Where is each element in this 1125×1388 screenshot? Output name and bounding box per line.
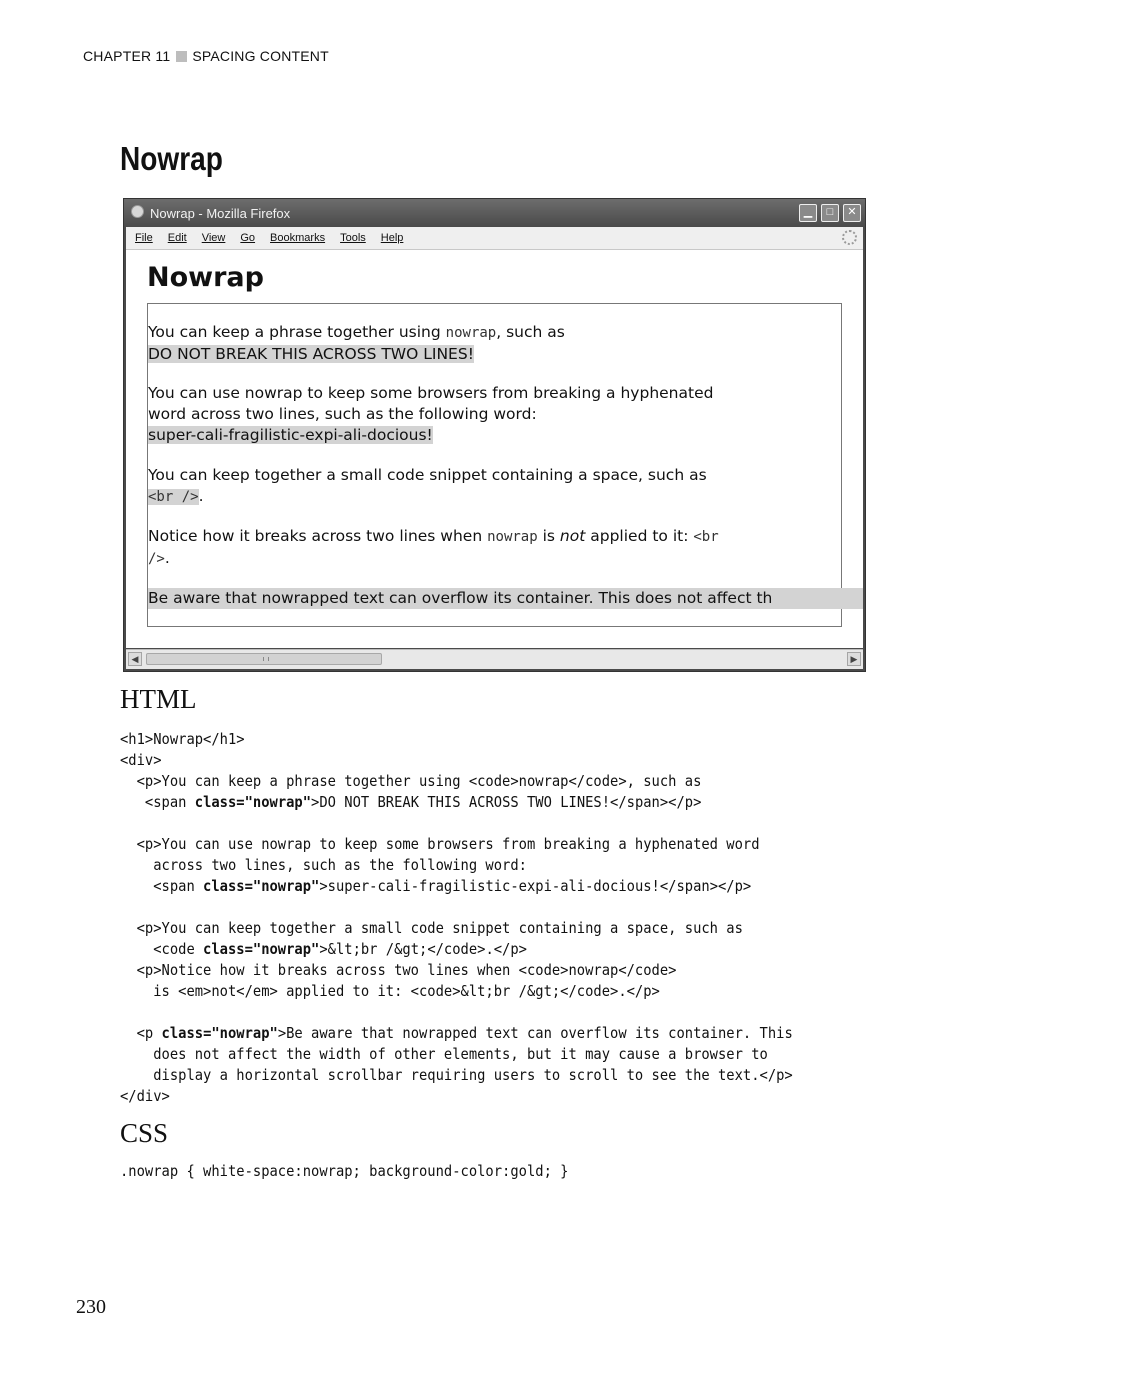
code-line: </div>: [120, 1087, 170, 1105]
menu-bar: [126, 227, 863, 250]
emphasis: not: [559, 527, 586, 545]
code-line: <p>You can keep a phrase together using <code>nowrap</code>, such as: [120, 772, 702, 790]
window-title: Nowrap - Mozilla Firefox: [150, 206, 291, 221]
menu-file[interactable]: File: [135, 232, 153, 244]
text: is: [537, 527, 560, 545]
maximize-button[interactable]: □: [821, 204, 839, 222]
code-text: <code: [120, 940, 204, 958]
code-line: is <em>not</em> applied to it: <code>&lt;br /&gt;</code>.</p>: [120, 982, 660, 1000]
paragraph-4: [148, 526, 719, 570]
throbber-icon: [842, 230, 857, 245]
code-line: [120, 877, 751, 895]
code-text: >&lt;br /&gt;</code>.</p>: [319, 940, 527, 958]
window-titlebar: [124, 199, 865, 227]
text: You can keep together a small code snippet containing a space, such as: [148, 466, 707, 484]
code-line: [120, 1024, 793, 1042]
page-viewport: [126, 250, 863, 648]
menu-edit[interactable]: Edit: [167, 232, 187, 244]
paragraph-1: [148, 322, 565, 365]
html-heading: HTML: [120, 684, 197, 714]
content-box: [147, 303, 842, 627]
running-header: [83, 48, 329, 64]
menu-help[interactable]: Help: [380, 232, 404, 244]
text: .: [164, 549, 170, 567]
code-line: <p>You can keep together a small code snippet containing a space, such as: [120, 919, 743, 937]
code-line: display a horizontal scrollbar requiring users to scroll to see the text.</p>: [120, 1066, 793, 1084]
code-text: <p: [120, 1024, 162, 1042]
html-code-listing: [120, 729, 793, 1107]
firefox-icon: [131, 205, 144, 218]
text: , such as: [496, 323, 565, 341]
text: You can use nowrap to keep some browsers from breaking a hyphenated: [148, 384, 714, 402]
nowrap-span: DO NOT BREAK THIS ACROSS TWO LINES!: [148, 345, 474, 363]
css-code-listing: .nowrap { white-space:nowrap; background-color:gold; }: [120, 1162, 569, 1180]
code-line: [120, 793, 701, 811]
code-text: <span: [120, 877, 204, 895]
nowrap-span: super-cali-fragilistic-expi-ali-docious!: [148, 426, 433, 444]
scroll-left-arrow-icon[interactable]: ◀: [128, 652, 142, 666]
code-line: <h1>Nowrap</h1>: [120, 730, 245, 748]
separator-square-icon: [176, 51, 187, 62]
code-line: across two lines, such as the following word:: [120, 856, 527, 874]
code-line: [120, 940, 527, 958]
code-line: <p>You can use nowrap to keep some browsers from breaking a hyphenated word: [120, 835, 760, 853]
menu-tools[interactable]: Tools: [340, 232, 366, 244]
inline-code: <br: [693, 529, 719, 545]
code-text: >DO NOT BREAK THIS ACROSS TWO LINES!</span></p>: [311, 793, 702, 811]
scroll-right-arrow-icon[interactable]: ▶: [847, 652, 861, 666]
inline-code: nowrap: [445, 325, 497, 341]
section-title: Nowrap: [120, 140, 223, 177]
inline-code: />: [148, 551, 165, 567]
code-line: <p>Notice how it breaks across two lines when <code>nowrap</code>: [120, 961, 677, 979]
css-heading: CSS: [120, 1118, 169, 1148]
text: Notice how it breaks across two lines when: [148, 527, 488, 545]
code-class-attr: class="nowrap": [194, 793, 312, 811]
code-text: >super-cali-fragilistic-expi-ali-docious!</span></p>: [319, 877, 752, 895]
paragraph-5-overflow: Be aware that nowrapped text can overflow its container. This does not affect th: [148, 588, 863, 609]
text: You can keep a phrase together using: [148, 323, 446, 341]
inline-code: nowrap: [487, 529, 538, 545]
menu-bookmarks[interactable]: Bookmarks: [270, 232, 326, 244]
chapter-label: CHAPTER 11: [83, 48, 171, 64]
code-class-attr: class="nowrap": [203, 877, 320, 895]
page-number: 230: [76, 1296, 106, 1318]
paragraph-2: [148, 383, 713, 446]
browser-window-screenshot: [123, 198, 866, 672]
menu-view[interactable]: View: [201, 232, 226, 244]
minimize-button[interactable]: ▁: [799, 204, 817, 222]
text: .: [198, 487, 204, 505]
code-line: does not affect the width of other elements, but it may cause a browser to: [120, 1045, 768, 1063]
menu-go[interactable]: Go: [240, 232, 256, 244]
page-heading: Nowrap: [147, 262, 264, 293]
nowrap-code: <br />: [148, 489, 199, 505]
code-class-attr: class="nowrap": [203, 940, 320, 958]
section-label: SPACING CONTENT: [192, 48, 329, 64]
code-text: <span: [120, 793, 195, 811]
text: applied to it:: [585, 527, 694, 545]
code-class-attr: class="nowrap": [161, 1024, 278, 1042]
scrollbar-thumb[interactable]: [146, 653, 382, 665]
code-line: <div>: [120, 751, 162, 769]
paragraph-3: [148, 465, 707, 508]
close-button[interactable]: ✕: [843, 204, 861, 222]
horizontal-scrollbar[interactable]: [126, 649, 863, 669]
text: word across two lines, such as the following word:: [148, 405, 537, 423]
code-text: >Be aware that nowrapped text can overflow its container. This: [277, 1024, 793, 1042]
